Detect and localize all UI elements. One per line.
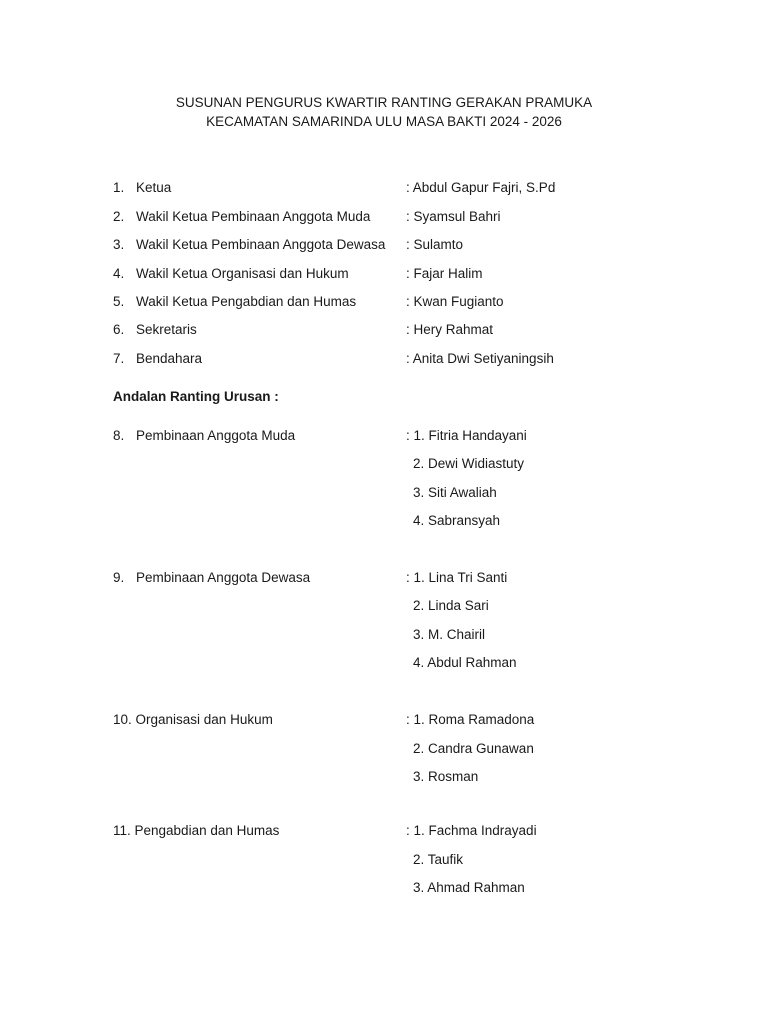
officer-name: : Sulamto	[406, 237, 464, 252]
role-label: Wakil Ketua Pembinaan Anggota Muda	[136, 209, 371, 224]
member-name: 2. Dewi Widiastuty	[413, 456, 525, 471]
member-name: 4. Sabransyah	[413, 513, 501, 528]
member-name: 3. M. Chairil	[413, 627, 486, 642]
item-number: 5.	[113, 294, 125, 309]
title-line-2: KECAMATAN SAMARINDA ULU MASA BAKTI 2024 - 2026	[206, 114, 562, 129]
division-label: Pembinaan Anggota Dewasa	[136, 570, 311, 585]
division-label: 11. Pengabdian dan Humas	[113, 823, 280, 838]
member-name: 3. Ahmad Rahman	[413, 880, 525, 895]
role-label: Wakil Ketua Pengabdian dan Humas	[136, 294, 357, 309]
item-number: 8.	[113, 428, 125, 443]
role-label: Wakil Ketua Pembinaan Anggota Dewasa	[136, 237, 386, 252]
officer-name: : Kwan Fugianto	[406, 294, 504, 309]
officer-name: : Hery Rahmat	[406, 322, 494, 337]
role-label: Wakil Ketua Organisasi dan Hukum	[136, 266, 349, 281]
division-label: 10. Organisasi dan Hukum	[113, 712, 273, 727]
member-name: 3. Siti Awaliah	[413, 485, 497, 500]
officer-name: : Abdul Gapur Fajri, S.Pd	[406, 180, 556, 195]
member-name: : 1. Roma Ramadona	[406, 712, 535, 727]
item-number: 4.	[113, 266, 125, 281]
officer-name: : Fajar Halim	[406, 266, 483, 281]
role-label: Bendahara	[136, 351, 203, 366]
item-number: 2.	[113, 209, 125, 224]
member-name: : 1. Lina Tri Santi	[406, 570, 508, 585]
item-number: 1.	[113, 180, 125, 195]
member-name: 2. Taufik	[413, 852, 464, 867]
division-label: Pembinaan Anggota Muda	[136, 428, 296, 443]
role-label: Ketua	[136, 180, 172, 195]
section-heading: Andalan Ranting Urusan :	[113, 389, 279, 404]
member-name: 4. Abdul Rahman	[413, 655, 517, 670]
officer-name: : Anita Dwi Setiyaningsih	[406, 351, 554, 366]
member-name: 2. Candra Gunawan	[413, 741, 534, 756]
member-name: : 1. Fachma Indrayadi	[406, 823, 537, 838]
member-name: : 1. Fitria Handayani	[406, 428, 527, 443]
item-number: 6.	[113, 322, 125, 337]
title-line-1: SUSUNAN PENGURUS KWARTIR RANTING GERAKAN PRAMUKA	[175, 95, 593, 110]
officer-name: : Syamsul Bahri	[406, 209, 501, 224]
role-label: Sekretaris	[136, 322, 197, 337]
item-number: 7.	[113, 351, 125, 366]
member-name: 3. Rosman	[413, 769, 479, 784]
member-name: 2. Linda Sari	[413, 598, 489, 613]
item-number: 9.	[113, 570, 125, 585]
item-number: 3.	[113, 237, 125, 252]
